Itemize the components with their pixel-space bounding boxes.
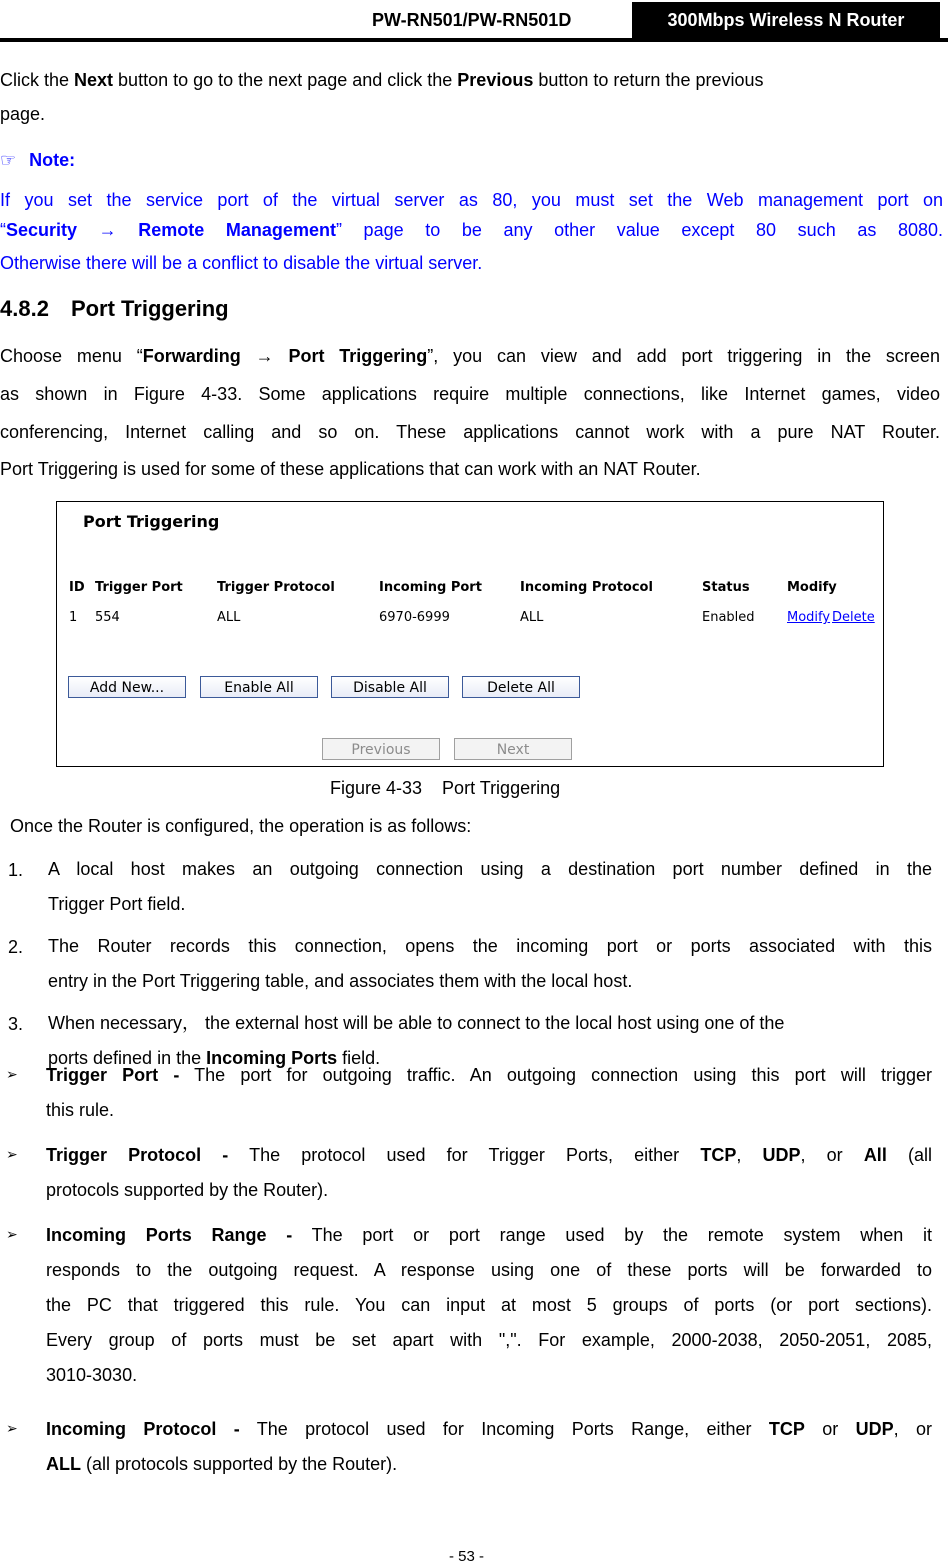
list-text: ports defined in the Incoming Ports field. — [48, 1048, 381, 1068]
intro-line2: page. — [0, 104, 46, 124]
header-product: 300Mbps Wireless N Router — [632, 2, 940, 38]
list-text: The Router records this connection, opens the incoming port or ports associated with this — [48, 936, 932, 956]
disable-all-button[interactable]: Disable All — [331, 676, 449, 698]
list-number: 3. — [8, 1014, 24, 1034]
cell-trigger-protocol: ALL — [217, 610, 241, 625]
figure-caption: Figure 4-33 Port Triggering — [330, 778, 561, 798]
next-button[interactable]: Next — [454, 738, 572, 760]
list-number: 2. — [8, 937, 24, 957]
cell-incoming-protocol: ALL — [520, 610, 544, 625]
section-para-line4: Port Triggering is used for some of these applications that can work with an NAT Router. — [0, 459, 701, 479]
list-text: A local host makes an outgoing connection using a destination port number defined in the — [48, 859, 932, 879]
add-new-button[interactable]: Add New... — [68, 676, 186, 698]
modify-link[interactable]: Modify — [787, 610, 831, 625]
page-header — [0, 0, 948, 44]
intro-line1: Click the Next button to go to the next page and click the Previous button to return the previous — [0, 70, 764, 90]
operation-lead: Once the Router is configured, the operation is as follows: — [10, 816, 472, 836]
cell-status: Enabled — [702, 610, 755, 625]
delete-link[interactable]: Delete — [832, 610, 875, 625]
column-header-trigger-port: Trigger Port — [95, 580, 183, 595]
figure-title: Port Triggering — [83, 512, 220, 531]
column-header-id: ID — [69, 580, 85, 595]
section-para-line1: Choose menu “Forwarding → Port Triggering”, you can view and add port triggering in the screen — [0, 346, 940, 366]
section-heading: 4.8.2 Port Triggering — [0, 296, 229, 321]
list-text: Trigger Port field. — [48, 894, 186, 914]
column-header-status: Status — [702, 580, 750, 595]
pointing-hand-icon: ☞ — [0, 150, 17, 170]
port-triggering-figure — [56, 501, 884, 767]
bullet-arrow-icon: ➢ — [6, 1146, 18, 1162]
page-number: - 53 - — [449, 1548, 485, 1565]
column-header-incoming-port: Incoming Port — [379, 580, 482, 595]
list-number: 1. — [8, 860, 24, 880]
header-model: PW-RN501/PW-RN501D — [372, 10, 572, 30]
note-heading: ☞ Note: — [0, 150, 76, 170]
cell-trigger-port: 554 — [95, 610, 120, 625]
note-line1: If you set the service port of the virtual server as 80, you must set the Web management port on — [0, 190, 943, 210]
bullet-arrow-icon: ➢ — [6, 1420, 18, 1436]
previous-button[interactable]: Previous — [322, 738, 440, 760]
enable-all-button[interactable]: Enable All — [200, 676, 318, 698]
section-para-line2: as shown in Figure 4-33. Some applications require multiple connections, like Internet games, video — [0, 384, 940, 404]
cell-id: 1 — [69, 610, 78, 625]
column-header-trigger-protocol: Trigger Protocol — [217, 580, 335, 595]
list-text: When necessary， the external host will be able to connect to the local host using one of the — [48, 1013, 785, 1033]
section-para-line3: conferencing, Internet calling and so on. These applications cannot work with a pure NAT Router. — [0, 422, 940, 442]
column-header-incoming-protocol: Incoming Protocol — [520, 580, 653, 595]
bullet-arrow-icon: ➢ — [6, 1226, 18, 1242]
note-line3: Otherwise there will be a conflict to disable the virtual server. — [0, 253, 483, 273]
column-header-modify: Modify — [787, 580, 837, 595]
cell-incoming-port: 6970-6999 — [379, 610, 450, 625]
delete-all-button[interactable]: Delete All — [462, 676, 580, 698]
bullet-arrow-icon: ➢ — [6, 1066, 18, 1082]
header-rule — [0, 38, 948, 42]
list-text: entry in the Port Triggering table, and associates them with the local host. — [48, 971, 633, 991]
note-line2: “Security → Remote Management” page to be any other value except 80 such as 8080. — [0, 220, 943, 240]
